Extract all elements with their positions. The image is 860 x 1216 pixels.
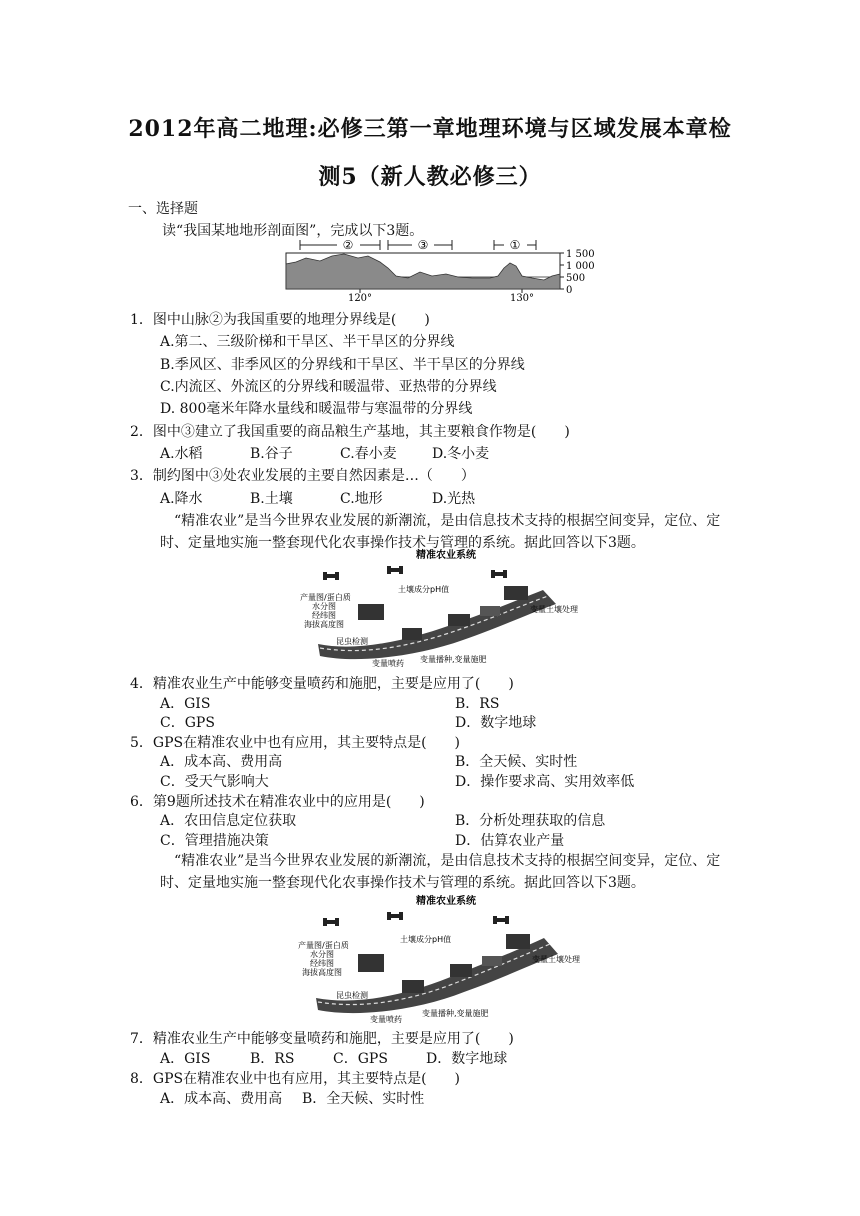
satellite-icon <box>387 912 403 920</box>
satellite-icon <box>323 918 339 926</box>
q1-option-b: B.季风区、非季风区的分界线和干旱区、半干旱区的分界线 <box>160 357 525 373</box>
q5-option-b: B．全天候、实时性 <box>455 754 578 770</box>
satellite-icon <box>493 916 509 924</box>
fig2-label-latlon: 经纬图 <box>310 959 334 968</box>
sprayer-icon <box>448 614 470 626</box>
fig1-label-elevation: 海拔高度图 <box>304 620 344 629</box>
q5-option-d: D．操作要求高、实用效率低 <box>455 774 635 790</box>
q3-option-b: B.土壤 <box>250 491 293 507</box>
field-road <box>318 590 556 659</box>
fig2-label-variable-soil: 变量土壤处理 <box>532 955 580 964</box>
fig2-title: 精准农业系统 <box>416 896 476 907</box>
q2-stem: 2．图中③建立了我国重要的商品粮生产基地，其主要粮食作物是( ) <box>130 424 570 440</box>
elev-tick-500: 500 <box>566 273 586 284</box>
q6-option-b: B．分析处理获取的信息 <box>455 813 606 829</box>
fig1-label-latlon: 经纬图 <box>312 611 336 620</box>
intro-profile: 读“我国某地地形剖面图”，完成以下3题。 <box>162 223 424 239</box>
q1-option-d: D. 800毫米年降水量线和暖温带与寒温带的分界线 <box>160 401 473 417</box>
tractor-icon <box>402 628 422 640</box>
fig2-label-yield: 产量图/蛋白质 <box>298 941 349 950</box>
q4-option-b: B．RS <box>455 696 500 712</box>
q3-stem: 3．制约图中③处农业发展的主要自然因素是…（ ） <box>130 468 475 484</box>
lon-tick-120: 120° <box>347 293 373 302</box>
fig1-title: 精准农业系统 <box>416 550 476 561</box>
lon-tick-130: 130° <box>509 293 535 302</box>
elev-tick-1500: 1 500 <box>566 249 595 260</box>
q8-stem: 8．GPS在精准农业中也有应用，其主要特点是( ) <box>130 1071 461 1087</box>
profile-label-2: ② <box>342 238 354 252</box>
fig2-label-spray: 变量喷药 <box>370 1015 402 1024</box>
field-road <box>316 938 558 1013</box>
satellite-icon <box>387 566 403 574</box>
satellite-icon <box>323 572 339 580</box>
elev-tick-0: 0 <box>566 285 573 296</box>
fig2-label-water: 水分图 <box>310 950 334 959</box>
q1-option-c: C.内流区、外流区的分界线和暖温带、亚热带的分界线 <box>160 379 497 395</box>
profile-label-3: ③ <box>417 238 429 252</box>
q6-option-c: C．管理措施决策 <box>160 833 269 849</box>
q7-option-a: A．GIS <box>160 1051 211 1067</box>
elev-tick-1000: 1 000 <box>566 261 595 272</box>
q5-option-a: A．成本高、费用高 <box>160 754 283 770</box>
q3-option-c: C.地形 <box>340 491 383 507</box>
satellite-icon <box>491 570 507 578</box>
seeder-icon <box>482 956 502 966</box>
q6-stem: 6．第9题所述技术在精准农业中的应用是( ) <box>130 794 425 810</box>
fig1-label-sow: 变量播种,变量施肥 <box>420 655 487 664</box>
q3-option-d: D.光热 <box>432 491 476 507</box>
q7-option-c: C．GPS <box>333 1051 388 1067</box>
q6-option-d: D．估算农业产量 <box>455 833 565 849</box>
fig2-label-insect: 昆虫检测 <box>336 991 368 1000</box>
fig1-label-insect: 昆虫检测 <box>336 637 368 646</box>
soil-truck-icon <box>506 934 530 949</box>
fig1-label-soil: 土壤成分pH值 <box>398 585 450 594</box>
q2-option-c: C.春小麦 <box>340 446 397 462</box>
q5-stem: 5．GPS在精准农业中也有应用，其主要特点是( ) <box>130 735 461 751</box>
fig2-label-sow: 变量播种,变量施肥 <box>422 1009 489 1018</box>
soil-truck-icon <box>504 586 528 600</box>
fig1-label-water: 水分图 <box>312 602 336 611</box>
q2-option-d: D.冬小麦 <box>432 446 490 462</box>
q8-option-a: A．成本高、费用高 <box>160 1091 283 1107</box>
q4-option-a: A．GIS <box>160 696 211 712</box>
section-heading: 一、选择题 <box>128 201 198 217</box>
q2-option-a: A.水稻 <box>160 446 203 462</box>
harvester-icon <box>358 604 384 620</box>
fig1-label-yield: 产量图/蛋白质 <box>300 593 351 602</box>
fig2-label-soil: 土壤成分pH值 <box>400 935 452 944</box>
seeder-icon <box>480 606 500 616</box>
q3-option-a: A.降水 <box>160 491 203 507</box>
harvester-icon <box>358 954 384 972</box>
q4-option-c: C．GPS <box>160 715 215 731</box>
fig1-label-variable-soil: 变量土壤处理 <box>530 605 578 614</box>
q7-option-d: D．数字地球 <box>426 1051 508 1067</box>
q2-option-b: B.谷子 <box>250 446 293 462</box>
precision-agriculture-figure-1 <box>298 548 588 668</box>
sprayer-icon <box>450 964 472 977</box>
fig2-label-elevation: 海拔高度图 <box>302 968 342 977</box>
fig1-label-spray: 变量喷药 <box>372 659 404 668</box>
q8-option-b: B．全天候、实时性 <box>302 1091 425 1107</box>
q1-option-a: A.第二、三级阶梯和干旱区、半干旱区的分界线 <box>160 334 455 350</box>
q5-option-c: C．受天气影响大 <box>160 774 269 790</box>
page-title-line2: 测5（新人教必修三） <box>318 164 542 190</box>
intro-precision-agriculture-1: “精准农业”是当今世界农业发展的新潮流，是由信息技术支持的根据空间变异，定位、定时、定量地实施一整套现代化农事操作技术与管理的系统。据此回答以下3题。 <box>160 513 721 551</box>
q4-stem: 4．精准农业生产中能够变量喷药和施肥，主要是应用了( ) <box>130 676 514 692</box>
precision-agriculture-figure-2 <box>296 892 592 1024</box>
q7-option-b: B．RS <box>250 1051 295 1067</box>
q4-option-d: D．数字地球 <box>455 715 537 731</box>
q7-stem: 7．精准农业生产中能够变量喷药和施肥，主要是应用了( ) <box>130 1031 514 1047</box>
profile-label-1: ① <box>509 238 521 252</box>
page-title-line1: 2012年高二地理:必修三第一章地理环境与区域发展本章检 <box>128 116 732 142</box>
q1-stem: 1．图中山脉②为我国重要的地理分界线是( ) <box>130 312 430 328</box>
intro-precision-agriculture-2: “精准农业”是当今世界农业发展的新潮流，是由信息技术支持的根据空间变异，定位、定时、定量地实施一整套现代化农事操作技术与管理的系统。据此回答以下3题。 <box>160 853 721 891</box>
q6-option-a: A．农田信息定位获取 <box>160 813 297 829</box>
tractor-icon <box>402 980 424 993</box>
terrain-profile-figure <box>282 236 596 302</box>
